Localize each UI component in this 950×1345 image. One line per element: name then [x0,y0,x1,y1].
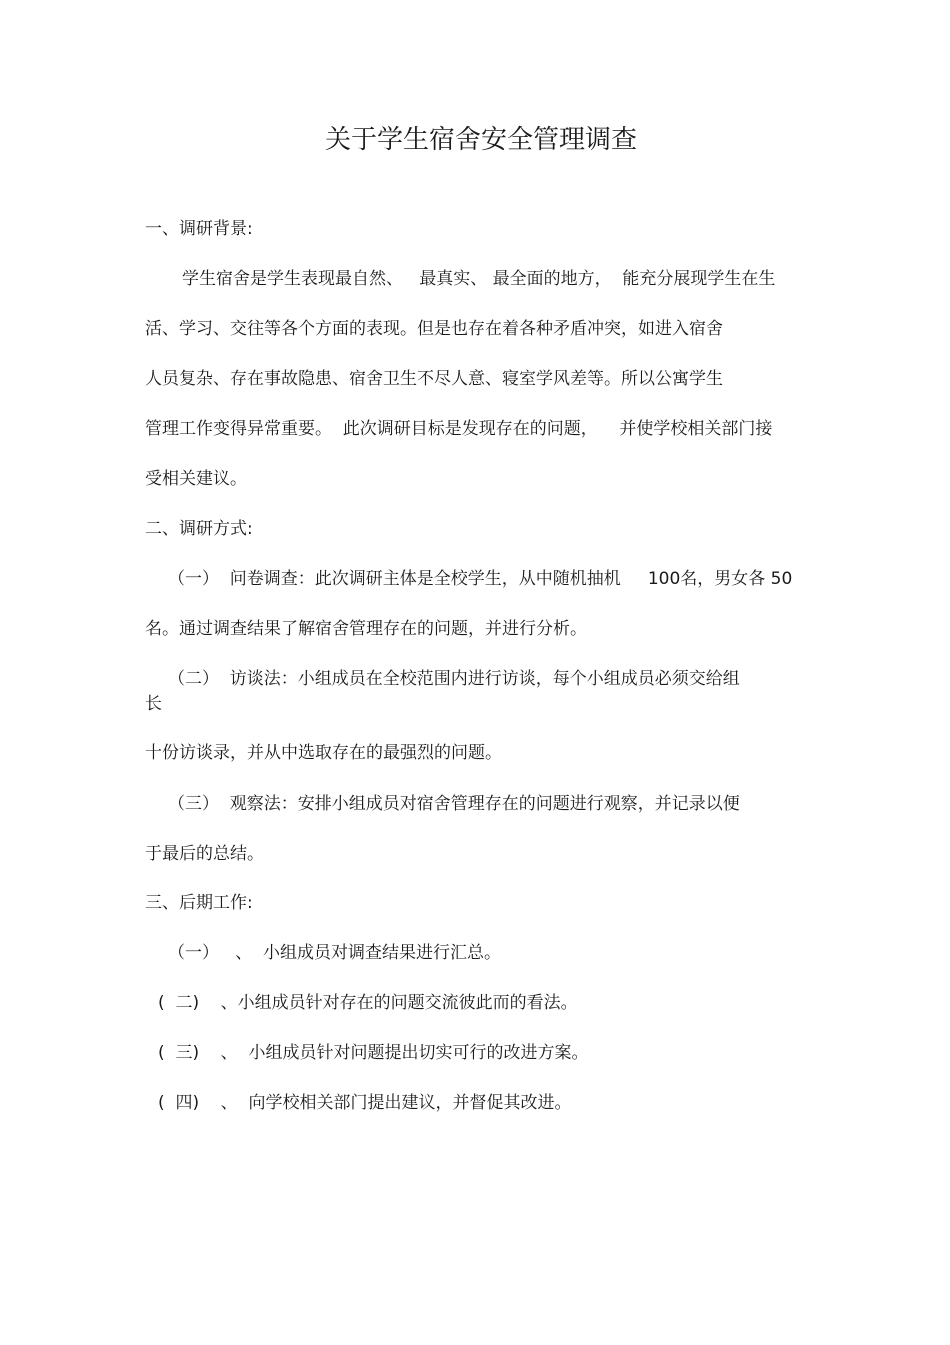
section-heading-background: 一、调研背景: [145,219,253,239]
list-item-line: ( 四) 、 向学校相关部门提出建议，并督促其改进。 [158,1093,572,1113]
section-heading-method: 二、调研方式: [145,519,253,539]
list-item-line: （三） 观察法：安排小组成员对宿舍管理存在的问题进行观察，并记录以便 [168,794,740,814]
paragraph-line: 活、学习、交往等各个方面的表现。但是也存在着各种矛盾冲突，如进入宿舍 [145,319,723,339]
list-item-line: ( 三) 、 小组成员针对问题提出切实可行的改进方案。 [158,1043,589,1063]
list-item-line: 名。通过调查结果了解宿舍管理存在的问题，并进行分析。 [145,619,587,639]
list-item-line: （二） 访谈法：小组成员在全校范围内进行访谈，每个小组成员必须交给组 [168,669,740,689]
list-item-line: ( 二) 、小组成员针对存在的问题交流彼此而的看法。 [158,993,578,1013]
section-heading-followup: 三、后期工作: [145,893,253,913]
paragraph-line: 管理工作变得异常重要。 此次调研目标是发现存在的问题， 并使学校相关部门接 [145,419,773,439]
list-item-line: （一） 问卷调查：此次调研主体是全校学生，从中随机抽机 100名，男女各 50 [168,569,793,589]
paragraph-line: 受相关建议。 [145,469,247,489]
document-title: 关于学生宿舍安全管理调查 [324,125,637,155]
paragraph-line: 人员复杂、存在事故隐患、宿舍卫生不尽人意、寝室学风差等。所以公寓学生 [145,369,723,389]
list-item-line: 十份访谈录，并从中选取存在的最强烈的问题。 [145,743,502,763]
list-item-line: 长 [145,694,162,714]
list-item-line: 于最后的总结。 [145,844,264,864]
paragraph-line: 学生宿舍是学生表现最自然、 最真实、 最全面的地方， 能充分展现学生在生 [182,269,776,289]
list-item-line: （一） 、 小组成员对调查结果进行汇总。 [168,943,502,963]
